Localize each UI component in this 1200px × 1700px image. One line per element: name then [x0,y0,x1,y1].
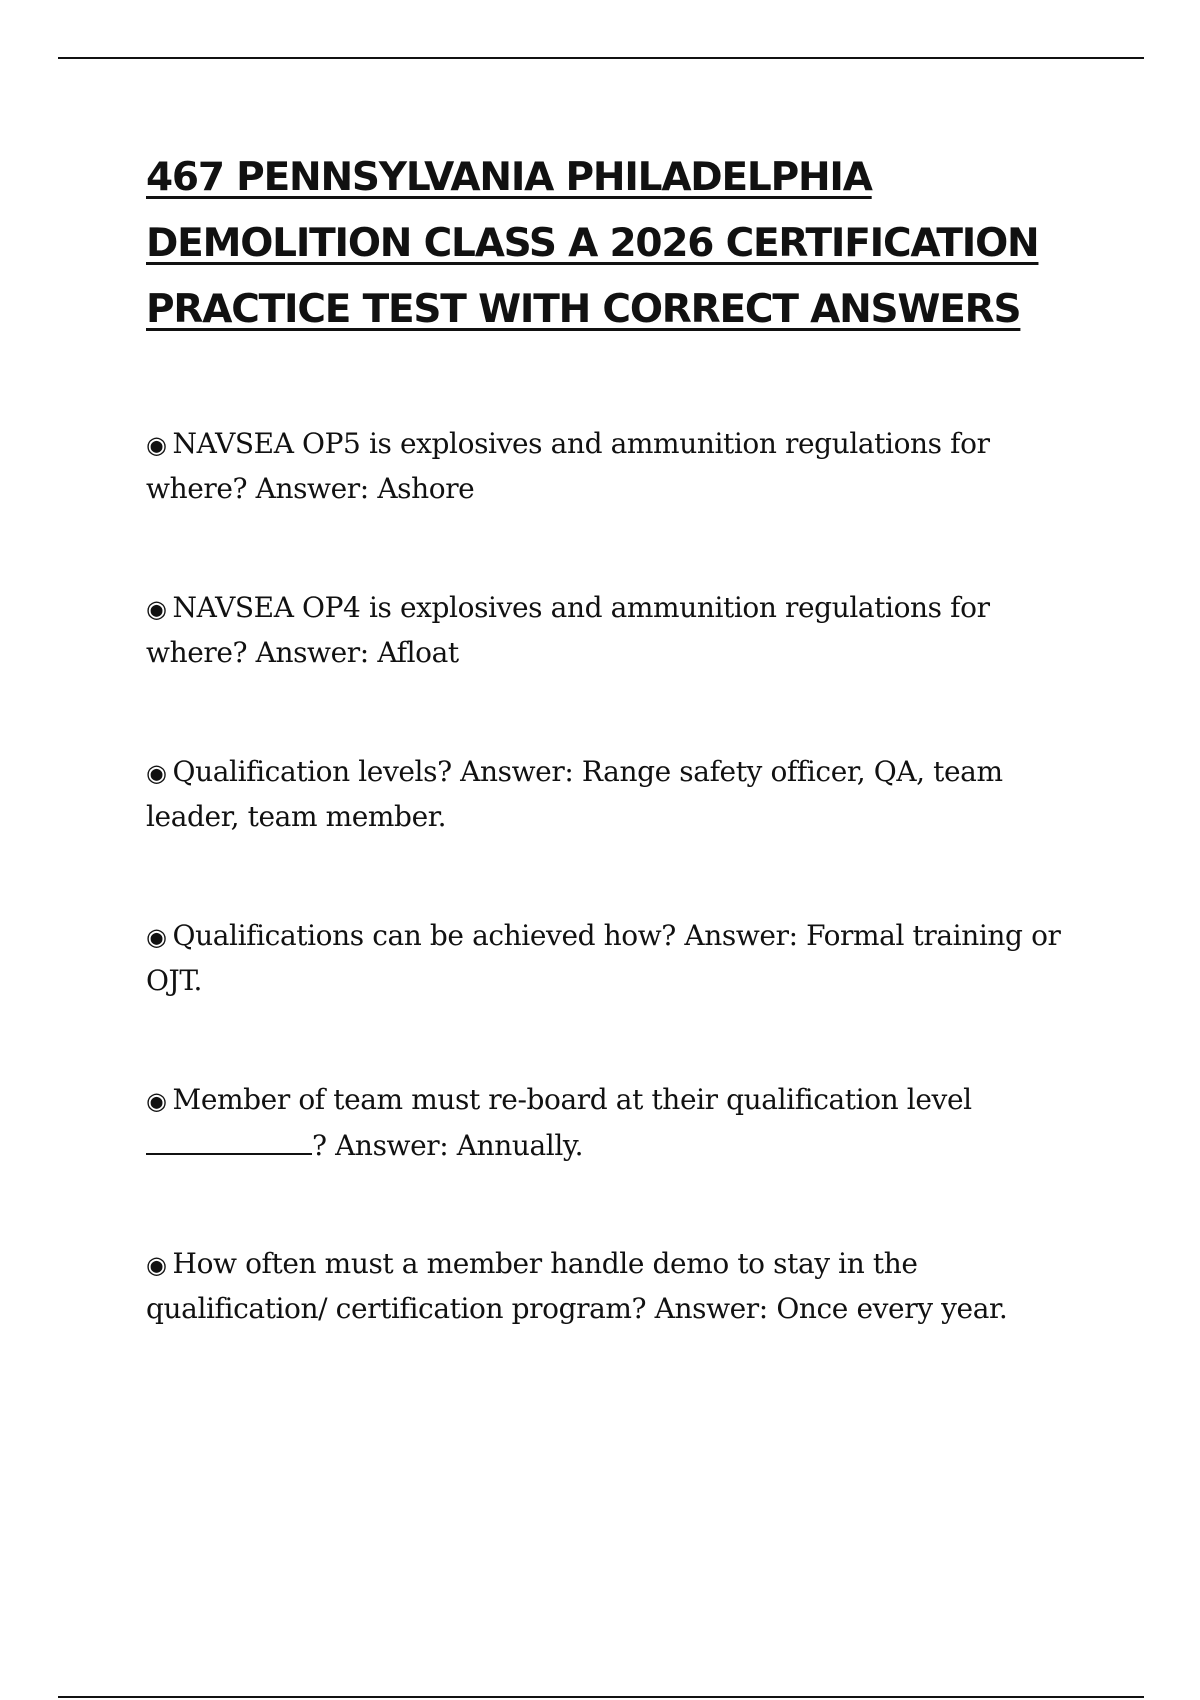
bullet-icon: ◉ [146,923,167,951]
question-item [146,1242,1096,1406]
bullet-icon: ◉ [146,759,167,787]
title-line: 467 PENNSYLVANIA PHILADELPHIA [146,155,872,200]
bullet-icon: ◉ [146,431,167,459]
fill-in-blank-line [146,1123,312,1155]
question-text: NAVSEA OP4 is explosives and ammunition regulations for where? Answer: Afloat [146,591,990,669]
bullet-icon: ◉ [146,595,167,623]
title-line: DEMOLITION CLASS A 2026 CERTIFICATION [146,221,1039,266]
question-text: Member of team must re-board at their qualification level [172,1083,972,1116]
question-item [146,1078,1096,1242]
top-rule [58,57,1144,59]
bullet-icon: ◉ [146,1251,167,1279]
question-text: NAVSEA OP5 is explosives and ammunition regulations for where? Answer: Ashore [146,427,990,505]
question-item [146,586,1096,750]
question-item [146,914,1096,1078]
question-list [146,422,1096,1406]
question-item [146,422,1096,586]
title-line: PRACTICE TEST WITH CORRECT ANSWERS [146,287,1021,332]
question-text: How often must a member handle demo to stay in the qualification/ certification program? Answer: Once every year. [146,1247,1008,1325]
bottom-rule [58,1696,1144,1698]
question-text: Qualification levels? Answer: Range safety officer, QA, team leader, team member. [146,755,1003,833]
question-text-continued: ? Answer: Annually. [312,1129,584,1162]
question-text: Qualifications can be achieved how? Answer: Formal training or OJT. [146,919,1061,997]
page-title [146,145,1086,343]
bullet-icon: ◉ [146,1087,167,1115]
question-item [146,750,1096,914]
